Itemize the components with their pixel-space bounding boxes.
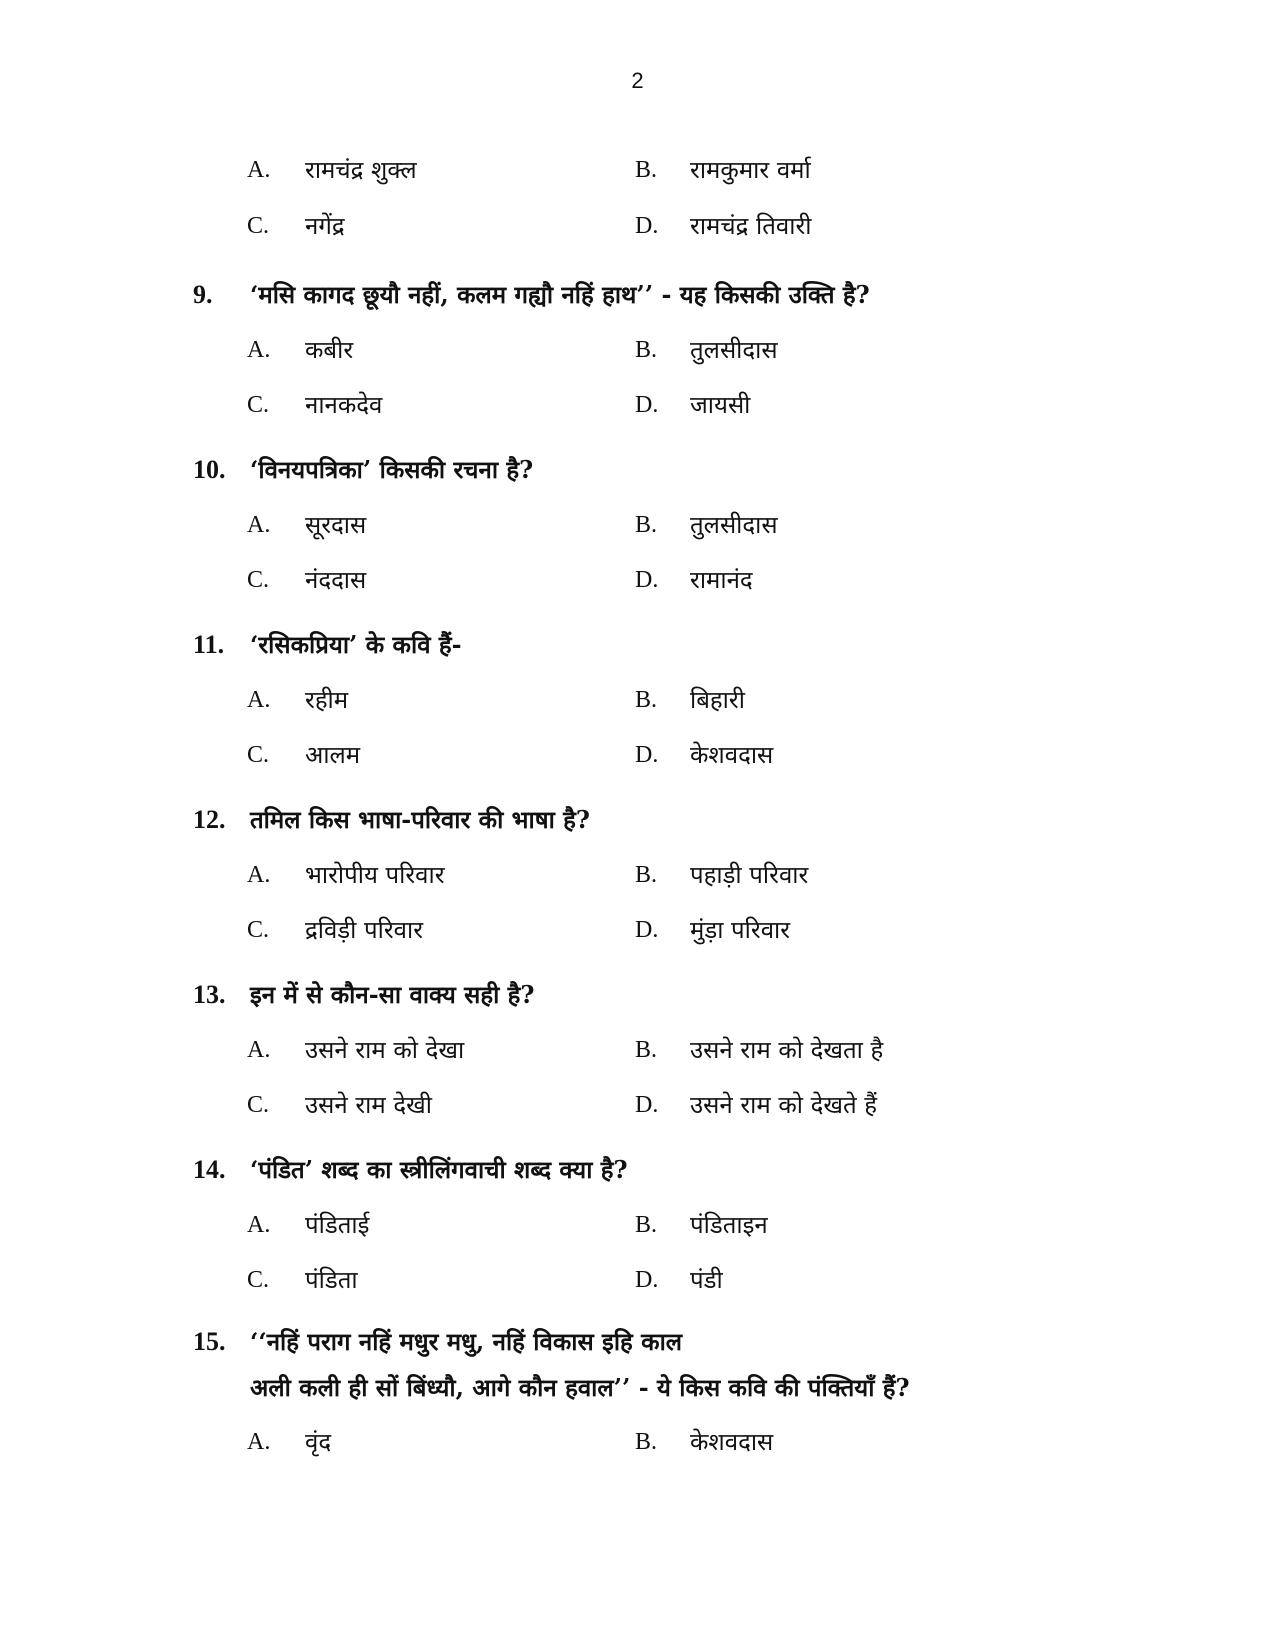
option-letter: A. — [247, 157, 271, 183]
option-letter: B. — [635, 862, 658, 888]
option-letter: A. — [247, 1037, 271, 1063]
question-text-line1: ‘‘नहिं पराग नहिं मधुर मधु, नहिं विकास इहि काल — [250, 1327, 683, 1356]
option-text: द्रविड़ी परिवार — [305, 916, 424, 944]
option-letter: C. — [247, 213, 270, 239]
option-letter: D. — [635, 567, 659, 593]
option-letter: B. — [635, 687, 658, 713]
question-text: ‘पंडित’ शब्द का स्त्रीलिंगवाची शब्द क्या है? — [250, 1155, 628, 1184]
question-text: ‘मसि कागद छूयौ नहीं, कलम गह्यौ नहिं हाथ’’ - यह किसकी उक्ति है? — [250, 280, 870, 309]
option-letter: B. — [635, 1429, 658, 1455]
option-text: पंडी — [690, 1266, 723, 1294]
option-text: तुलसीदास — [690, 336, 778, 364]
option-letter: D. — [635, 1092, 659, 1118]
option-letter: D. — [635, 1267, 659, 1293]
question-number: 9. — [193, 280, 213, 309]
option-text: केशवदास — [690, 1428, 774, 1456]
option-letter: B. — [635, 512, 658, 538]
option-letter: C. — [247, 1267, 270, 1293]
question-text: ‘विनयपत्रिका’ किसकी रचना है? — [250, 455, 534, 484]
option-text: पंडिताइन — [690, 1211, 768, 1239]
option-text: जायसी — [690, 391, 751, 419]
option-letter: B. — [635, 1037, 658, 1063]
option-letter: C. — [247, 917, 270, 943]
option-letter: C. — [247, 742, 270, 768]
option-text: केशवदास — [690, 741, 774, 769]
question-text-line2: अली कली ही सों बिंध्यौ, आगे कौन हवाल’’ - ये किस कवि की पंक्तियाँ हैं? — [250, 1373, 910, 1402]
option-letter: A. — [247, 1212, 271, 1238]
question-number: 11. — [193, 630, 225, 659]
question-number: 15. — [193, 1327, 226, 1356]
option-text: आलम — [305, 741, 361, 769]
option-letter: A. — [247, 862, 271, 888]
option-text: पंडिताई — [305, 1211, 370, 1239]
option-letter: B. — [635, 1212, 658, 1238]
option-text: उसने राम को देखा — [305, 1036, 465, 1064]
option-text: रामकुमार वर्मा — [690, 156, 811, 184]
option-letter: D. — [635, 392, 659, 418]
option-text: उसने राम को देखते हैं — [690, 1091, 878, 1119]
option-text: नगेंद्र — [305, 212, 345, 240]
option-text: तुलसीदास — [690, 511, 778, 539]
option-letter: D. — [635, 917, 659, 943]
option-letter: B. — [635, 157, 658, 183]
option-letter: C. — [247, 1092, 270, 1118]
option-text: नानकदेव — [305, 391, 383, 419]
option-letter: A. — [247, 687, 271, 713]
option-text: पहाड़ी परिवार — [690, 861, 809, 889]
question-text: तमिल किस भाषा-परिवार की भाषा है? — [250, 805, 590, 834]
option-letter: B. — [635, 337, 658, 363]
question-number: 14. — [193, 1155, 226, 1184]
option-text: बिहारी — [690, 686, 745, 714]
question-text: इन में से कौन-सा वाक्य सही है? — [250, 980, 535, 1009]
question-number: 12. — [193, 805, 226, 834]
option-text: पंडिता — [305, 1266, 358, 1294]
option-letter: C. — [247, 392, 270, 418]
option-text: रामानंद — [690, 566, 753, 594]
option-letter: D. — [635, 742, 659, 768]
option-text: रहीम — [305, 686, 349, 714]
option-text: नंददास — [305, 566, 367, 594]
question-number: 13. — [193, 980, 226, 1009]
option-letter: A. — [247, 512, 271, 538]
question-text: ‘रसिकप्रिया’ के कवि हैं- — [250, 630, 462, 659]
option-text: कबीर — [305, 336, 354, 364]
option-letter: A. — [247, 337, 271, 363]
option-text: उसने राम को देखता है — [690, 1036, 884, 1064]
option-text: वृंद — [305, 1428, 332, 1456]
option-text: सूरदास — [305, 511, 367, 539]
option-text: मुंड़ा परिवार — [690, 916, 791, 944]
option-text: उसने राम देखी — [305, 1091, 432, 1119]
page-number: 2 — [631, 68, 644, 93]
option-text: रामचंद्र तिवारी — [690, 212, 812, 240]
question-number: 10. — [193, 455, 226, 484]
option-text: रामचंद्र शुक्ल — [305, 156, 417, 184]
option-letter: D. — [635, 213, 659, 239]
option-letter: C. — [247, 567, 270, 593]
option-letter: A. — [247, 1429, 271, 1455]
option-text: भारोपीय परिवार — [305, 861, 445, 889]
